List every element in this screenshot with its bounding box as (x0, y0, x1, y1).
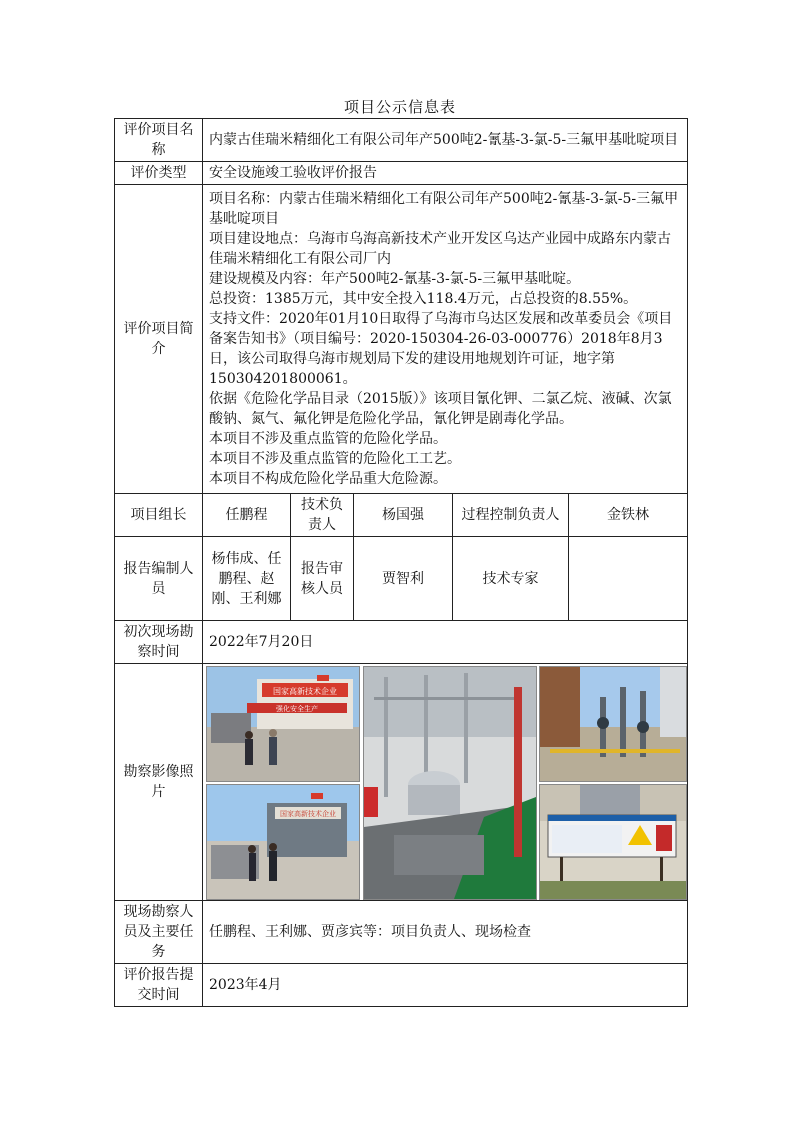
value-submit-date: 2023年4月 (203, 964, 688, 1007)
value-intro (203, 185, 688, 494)
label-survey-date: 初次现场勘察时间 (115, 621, 203, 664)
label-tech: 技术负责人 (291, 494, 354, 537)
intro-line: 项目建设地点：乌海市乌海高新技术产业开发区乌达产业园中成路东内蒙古佳瑞米精细化工有限公司厂内 (209, 231, 671, 267)
site-photo-gate (206, 666, 360, 782)
label-reviewer: 报告审核人员 (291, 537, 354, 621)
label-authors: 报告编制人员 (115, 537, 203, 621)
label-survey-staff: 现场勘察人员及主要任务 (115, 901, 203, 964)
value-tech: 杨国强 (354, 494, 453, 537)
site-photo-entrance (206, 784, 360, 900)
value-evaluation-type: 安全设施竣工验收评价报告 (203, 162, 688, 185)
label-intro: 评价项目简介 (115, 185, 203, 494)
value-survey-date: 2022年7月20日 (203, 621, 688, 664)
intro-line: 本项目不构成危险化学品重大危险源。 (209, 471, 447, 487)
label-process: 过程控制负责人 (453, 494, 569, 537)
intro-line: 项目名称：内蒙古佳瑞米精细化工有限公司年产500吨2-氰基-3-氯-5-三氟甲基吡啶项目 (209, 191, 679, 227)
row-intro (115, 185, 688, 494)
photos-cell (203, 664, 688, 901)
intro-line: 依据《危险化学品目录（2015版）》该项目氰化钾、二氯乙烷、液碱、次氯酸钠、氮气、氟化钾是危险化学品，氰化钾是剧毒化学品。 (209, 391, 672, 427)
label-submit-date: 评价报告提交时间 (115, 964, 203, 1007)
value-authors: 杨伟成、任鹏程、赵刚、王利娜 (203, 537, 291, 621)
site-photo-reactor (363, 666, 537, 900)
row-photos (115, 664, 688, 901)
label-photos: 勘察影像照片 (115, 664, 203, 901)
row-team (115, 494, 688, 537)
page-title: 项目公示信息表 (343, 98, 456, 116)
intro-line: 本项目不涉及重点监管的危险化工工艺。 (209, 451, 461, 467)
sign-text: 国家高新技术企业 (280, 810, 336, 818)
intro-line: 总投资：1385万元，其中安全投入118.4万元，占总投资的8.55%。 (209, 291, 638, 307)
row-authors (115, 537, 688, 621)
label-expert: 技术专家 (453, 537, 569, 621)
row-survey-date (115, 621, 688, 664)
info-table (114, 118, 688, 1007)
label-project-name: 评价项目名称 (115, 119, 203, 162)
value-survey-staff: 任鹏程、王利娜、贾彦宾等：项目负责人、现场检查 (203, 901, 688, 964)
value-expert (569, 537, 688, 621)
label-evaluation-type: 评价类型 (115, 162, 203, 185)
row-project-name (115, 119, 688, 162)
row-submit-date (115, 964, 688, 1007)
label-leader: 项目组长 (115, 494, 203, 537)
value-leader: 任鹏程 (203, 494, 291, 537)
row-survey-staff (115, 901, 688, 964)
sign-text: 国家高新技术企业 (273, 687, 337, 696)
value-reviewer: 贾智利 (354, 537, 453, 621)
row-evaluation-type (115, 162, 688, 185)
intro-line: 建设规模及内容：年产500吨2-氰基-3-氯-5-三氟甲基吡啶。 (209, 271, 581, 287)
value-project-name: 内蒙古佳瑞米精细化工有限公司年产500吨2-氰基-3-氯-5-三氟甲基吡啶项目 (203, 119, 688, 162)
banner-text: 强化安全生产 (276, 705, 318, 713)
intro-line: 支持文件：2020年01月10日取得了乌海市乌达区发展和改革委员会《项目备案告知书》（项目编号：2020-150304-26-03-000776）2018年8月3日，该公司取得乌海市规划局下发的建设用地规划许可证，地字第150304201800061。 (209, 311, 673, 387)
intro-line: 本项目不涉及重点监管的危险化学品。 (209, 431, 447, 447)
site-photo-signboard (539, 784, 687, 900)
value-process: 金铁林 (569, 494, 688, 537)
site-photo-valves (539, 666, 687, 782)
